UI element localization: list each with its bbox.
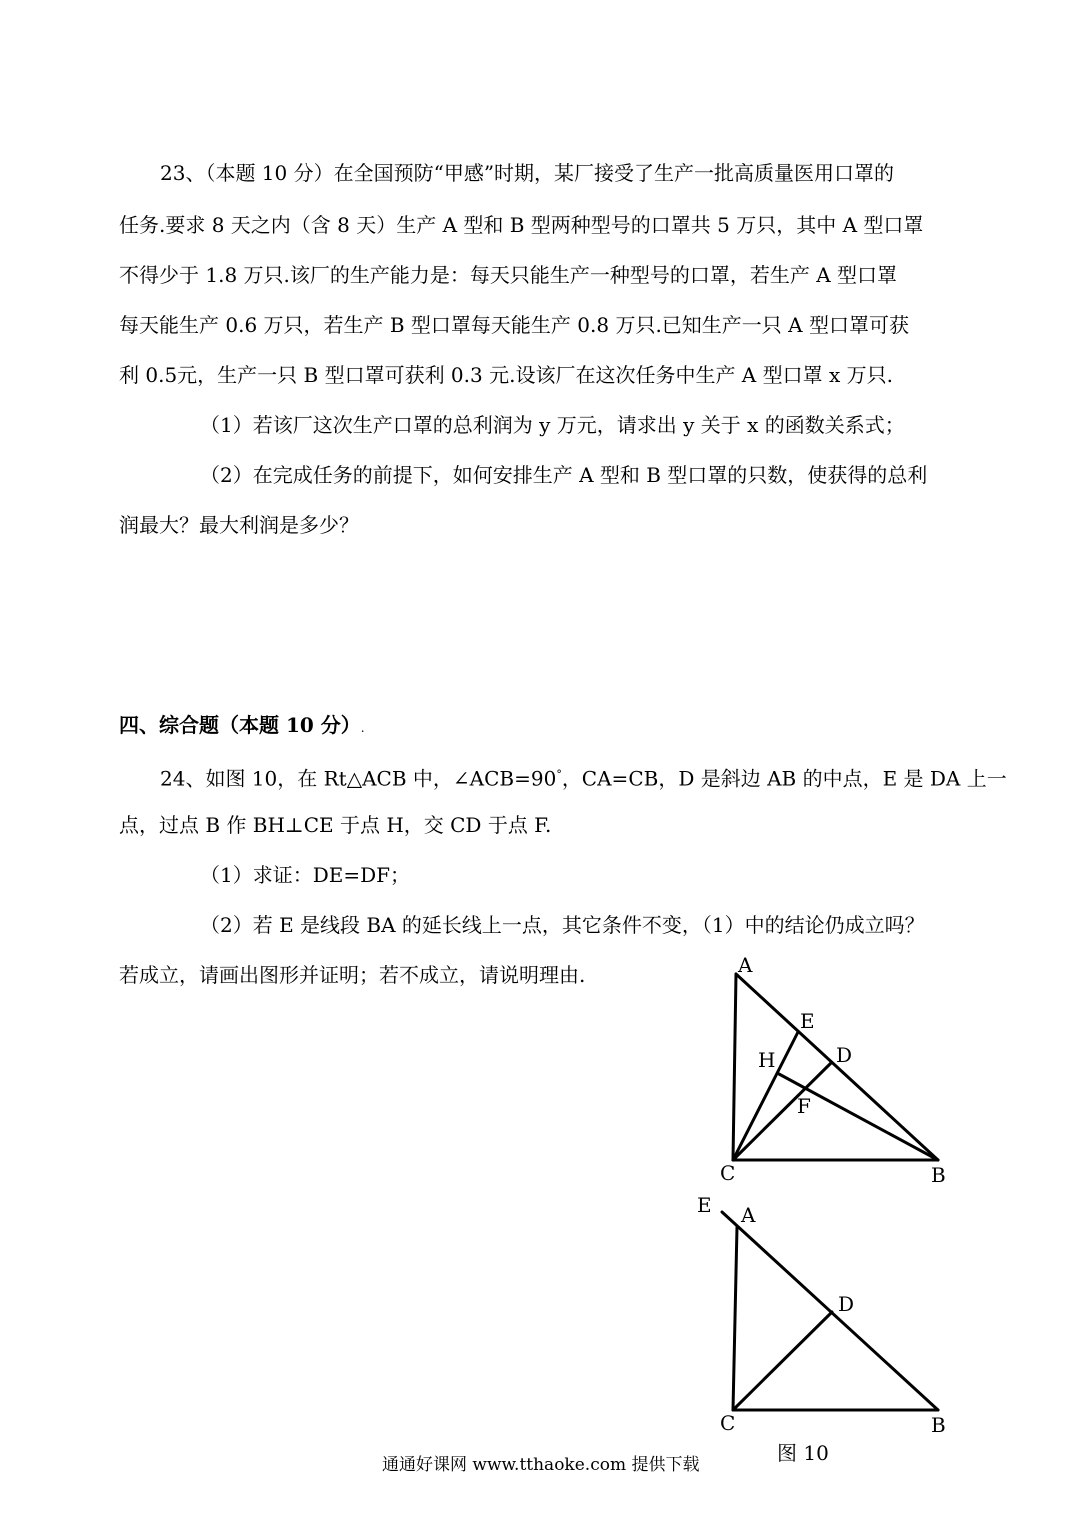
label-A-2: A [741, 1203, 756, 1227]
label-F: F [797, 1094, 811, 1118]
q23-line-2: 任务.要求 8 天之内（含 8 天）生产 A 型和 B 型两种型号的口罩共 5 万只，其中 A 型口罩 [119, 213, 924, 237]
q23-line-3: 不得少于 1.8 万只.该厂的生产能力是：每天只能生产一种型号的口罩，若生产 A 型口罩 [119, 263, 898, 287]
q23-part-2-line-1: （2）在完成任务的前提下，如何安排生产 A 型和 B 型口罩的只数，使获得的总利 [200, 463, 928, 487]
label-C: C [720, 1161, 736, 1185]
figure-caption: 图 10 [777, 1441, 829, 1465]
q24-line-1-b: ，CA=CB，D 是斜边 AB 的中点，E 是 DA 上一 [561, 766, 1007, 791]
segment-CA [733, 974, 736, 1160]
section-heading-text: 四、综合题（本题 10 分） [119, 713, 361, 737]
label-E-2: E [697, 1193, 712, 1217]
section-heading-suffix: . [360, 721, 365, 735]
q24-line-2: 点，过点 B 作 BH⊥CE 于点 H，交 CD 于点 F. [119, 813, 552, 837]
figure-1-labels [720, 953, 946, 1187]
label-B: B [931, 1163, 946, 1187]
q23-line-1: 23、（本题 10 分）在全国预防“甲感”时期，某厂接受了生产一批高质量医用口罩的 [160, 161, 895, 185]
label-D-2: D [838, 1292, 855, 1316]
label-B-2: B [931, 1413, 946, 1437]
label-C-2: C [720, 1411, 736, 1435]
q24-part-2-line-2: 若成立，请画出图形并证明；若不成立，请说明理由. [119, 963, 586, 987]
segment-EB-2 [722, 1212, 938, 1410]
q24-line-1-a: 24、如图 10，在 Rt△ACB 中，∠ACB=90 [160, 766, 557, 791]
segment-CA-2 [733, 1227, 737, 1410]
q23-line-5: 利 0.5元，生产一只 B 型口罩可获利 0.3 元.设该厂在这次任务中生产 A 型口罩 x 万只. [119, 363, 893, 387]
label-E: E [800, 1009, 815, 1033]
q23-line-4: 每天能生产 0.6 万只，若生产 B 型口罩每天能生产 0.8 万只.已知生产一只 A 型口罩可获 [119, 313, 909, 337]
label-D: D [836, 1043, 853, 1067]
figure-2 [722, 1212, 938, 1410]
segment-CD-2 [733, 1312, 832, 1410]
label-A: A [738, 953, 753, 977]
q24-part-2-line-1: （2）若 E 是线段 BA 的延长线上一点，其它条件不变，（1）中的结论仍成立吗？ [200, 913, 925, 937]
q24-part-1: （1）求证：DE=DF； [200, 863, 411, 887]
q23-part-2-line-2: 润最大？最大利润是多少？ [119, 513, 359, 537]
segment-CD [733, 1063, 831, 1160]
label-H: H [758, 1048, 776, 1072]
download-footer: 通通好课网 www.tthaoke.com 提供下载 [382, 1455, 700, 1475]
q23-part-1: （1）若该厂这次生产口罩的总利润为 y 万元，请求出 y 关于 x 的函数关系式； [200, 413, 905, 437]
degree-mark: ° [556, 768, 562, 781]
